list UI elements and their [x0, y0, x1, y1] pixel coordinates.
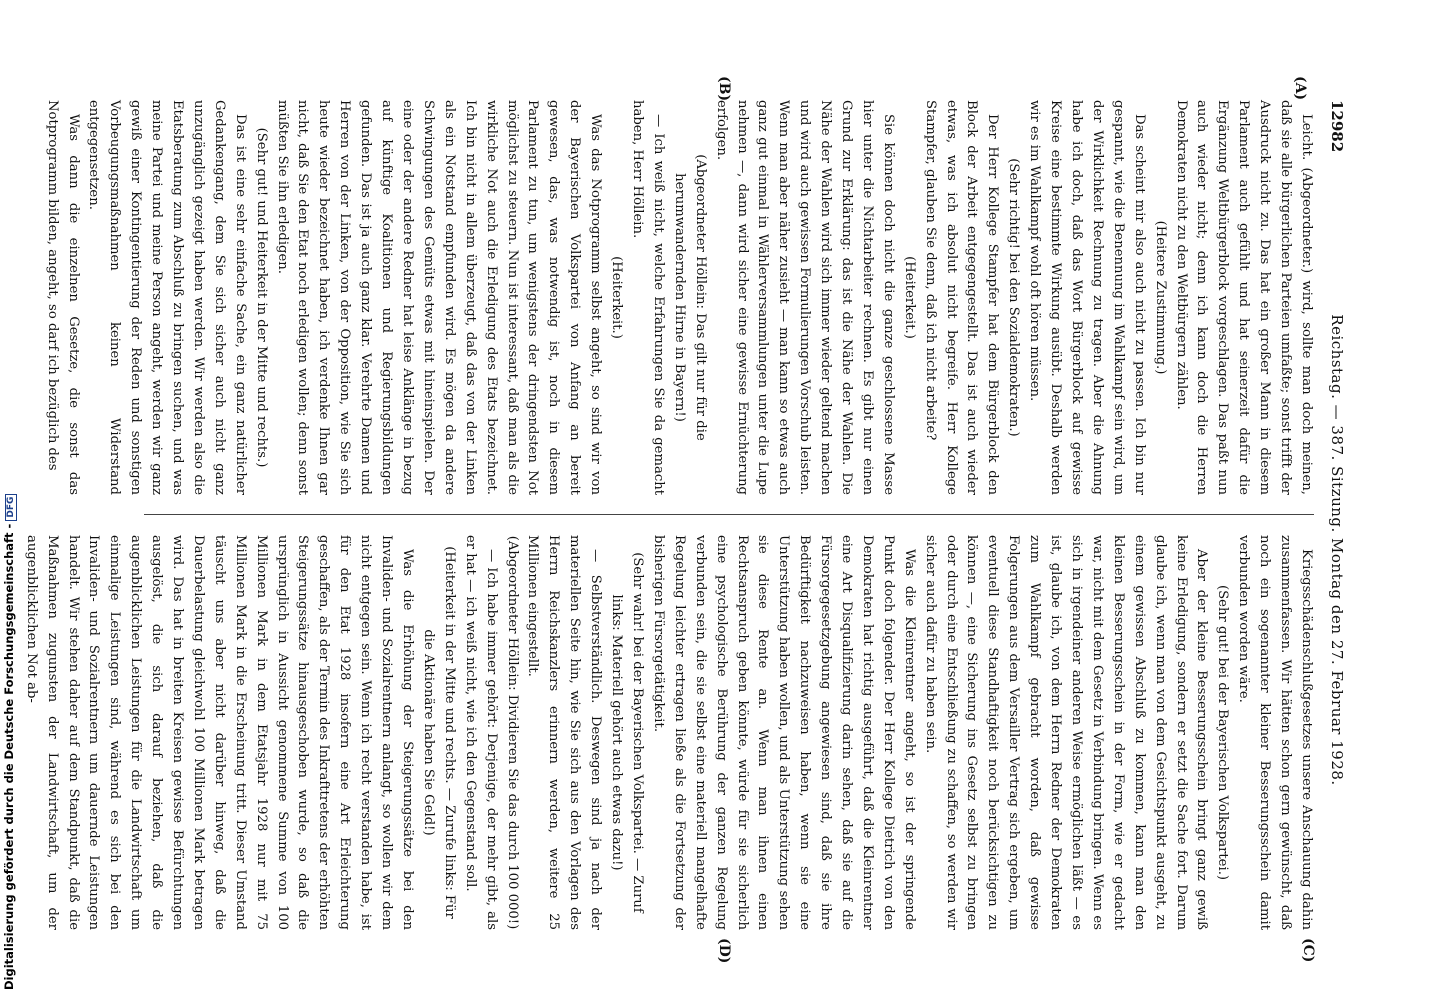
- interjection: (Sehr wahr! bei der Bayerischen Volkspartei. — Zuruf links: Materiell gehört auch etwas dazu!): [609, 552, 645, 913]
- interjection: (Heiterkeit in der Mitte und rechts. — Zurufe links: Für die Aktionäre haben Sie Geld!): [420, 546, 457, 919]
- paragraph: Was das Notprogramm selbst angeht, so sind wir von der Bayerischen Volkspartei von Anfang an bereit gewesen, das, was notwendig ist, noch in diesem Parlament zu tun, um wenigstens der dringendsten Not möglichst zu steuern. Nun ist interessant, daß man als die wirkliche Not auch die Erledigung des Etats bezeichnet. Ich bin nicht in allem überzeugt, daß das von der Linken als ein Notstand empfunden wird. Es mögen da andere Schwingungen des Gemüts etwas mit hineinspielen. Der eine oder der andere Redner hat leise Anklänge in bezug auf künftige Koalitionen und Regierungsbildungen gefunden. Das ist ja auch ganz klar. Verehrte Damen und Herren von der Linken, von der Opposition, wie Sie sich heute wieder bezeichnet haben, ich verdenke Ihnen gar nicht, daß Sie den Etat noch erledigen wollen; denn sonst müßten Sie ihn erledigen.: [274, 100, 604, 495]
- page-header: [1322, 100, 1346, 930]
- interjection: (Abgeordneter Höllein: Das gilt nur für die herumwandernden Hirne in Bayern!): [671, 154, 708, 441]
- margin-marker-a: (A): [1292, 76, 1308, 101]
- paragraph: Was die Erhöhung der Steigerungssätze bei den Invaliden- und Sozialrentnern anlangt, so wollen wir dem nicht entgegen sein. Wenn ich recht verstanden habe, ist für den Etat 1928 insofern eine Art Erleichterung geschaffen, als der Termin des Inkrafttretens der erhöhten Steigerungssätze hinausgeschoben wurde, so daß die ursprünglich in Aussicht genommene Summe von 100 Millionen Mark in dem Etatsjahr 1928 nur mit 75 Millionen Mark in die Erscheinung tritt. Dieser Umstand täuscht uns aber nicht darüber hinweg, daß die Dauerbelastung gleichwohl 100 Millionen Mark betragen wird. Das hat in breiten Kreisen gewisse Befürchtungen ausgelöst, die sich darauf beziehen, daß die augenblicklichen Leistungen für die Landwirtschaft um einmalige Leistungen sind, während es sich bei den Invaliden- und Sozialrentnern um dauernde Leistungen handelt. Wir stehen daher auf dem Standpunkt, daß die Maßnahmen zugunsten der Landwirtschaft, um der augenblicklichen Not ab-: [23, 535, 416, 930]
- margin-marker-c: (C): [1300, 938, 1316, 963]
- margin-marker-d: (D): [716, 938, 732, 964]
- page-title: Reichstag. — 387. Sitzung. Montag den 27. Februar 1928.: [1328, 314, 1346, 786]
- paragraph: Was die Kleinrentner angeht, so ist der springende Punkt doch folgender. Der Herr Kollege Dietrich von den Demokraten hat richtig ausgeführt, daß die Kleinrentner eine Art Disqualifizierung darin sehen, daß sie auf die Fürsorgegesetzgebung angewiesen sind, daß sie ihre Bedürftigkeit nachzuweisen haben, wenn sie eine Unterstützung haben wollen, und als Unterstützung sehen sie diese Rente an. Wenn man ihnen einen Rechtsanspruch geben könnte, würde für sie sicherlich eine psychologische Berührung der ganzen Regelung verbunden sein, die sie selbst eine materiell mangelhafte Regelung leichter ertragen ließe als die Fortsetzung der bisherigen Fürsorgetätigkeit.: [650, 535, 917, 930]
- paragraph: — Ich habe immer gehört: Derjenige, der mehr gibt, als er hat — ich weiß nicht, wie ich den Gegenstand soll.: [462, 535, 499, 930]
- interjection: (Abgeordneter Höllein: Dividieren Sie das durch 100 000!): [504, 535, 520, 930]
- margin-marker-b: (B): [716, 76, 732, 102]
- paragraph: Der Herr Kollege Stampfer hat dem Bürgerblock den Block der Arbeit entgegengestellt. Das ist auch wieder etwas, was ich absolut nicht begreife. Herr Kollege Stampfer, glauben Sie denn, daß ich nicht arbeite?: [922, 100, 1001, 495]
- interjection: (Sehr richtig! bei den Sozialdemokraten.): [1006, 158, 1022, 437]
- document-page: [23, 0, 1434, 1000]
- column-divider: [144, 514, 1314, 515]
- paragraph: Das scheint mir also auch nicht zu passen. Ich bin nur gespannt, wie die Benennung im Wahlkampf sein wird, um der Wirklichkeit Rechnung zu tragen. Aber die Ahnung habe ich doch, daß das Wort Bürgerblock auf gewisse Kreise eine bestimmte Wirkung ausübt. Deshalb werden wir es im Wahlkampf wohl oft hören müssen.: [1027, 100, 1147, 495]
- interjection: (Heiterkeit.): [609, 256, 625, 339]
- page-number: 12982: [1328, 100, 1346, 153]
- interjection: (Sehr gut! und Heiterkeit in der Mitte und rechts.): [253, 127, 269, 468]
- paragraph: — Selbstverständlich. Deswegen sind ja nach der materiellen Seite hin, wie Sie sich aus den Vorlagen des Herrn Reichskanzlers erinnern werden, weitere 25 Millionen eingestellt.: [525, 535, 604, 930]
- paragraph: Was dann die einzelnen Gesetze, die sonst das Notprogramm bilden, angeht, so darf ich bezüglich des: [44, 100, 81, 495]
- paragraph: Leicht. (Abgeordneter.) wird, sollte man doch meinen, daß sie alle bürgerlichen Parteien umfaßte; sonst trifft der Ausdruck nicht zu. Das hat ein großer Mann in diesem Parlament auch gefühlt und hat seinerzeit dafür die Ergänzung Weltbürgerblock vorgeschlagen. Das paßt nun auch wieder nicht; denn ich kann doch die Herren Demokraten nicht zu den Weltbürgern zählen.: [1173, 100, 1314, 495]
- paragraph: Kriegsschädenschlußgesetzes unsere Anschauung dahin zusammenfassen. Wir hätten schon gern gewünscht, daß noch ein sogenannter kleiner Besserungsschein damit verbunden worden wäre.: [1236, 535, 1314, 930]
- paragraph: Aber der kleine Besserungsschein bringt ganz gewiß keine Erledigung, sondern er setzt die Sache fort. Darum glaube ich, wenn man von dem Gesichtspunkt ausgeht, zu einem gewissen Abschluß zu kommen, kann man den kleinen Besserungsschein in der Form, wie er gedacht war, nicht mit dem Gesetz in Verbindung bringen. Wenn es sich in irgendeiner anderen Weise ermöglichen läßt — es ist, glaube ich, von dem Herrn Redner der Demokraten zum Wahlkampf gebracht worden, daß gewisse Folgerungen aus dem Versailler Vertrag sich ergeben, um eventuell diese Standhaftigkeit noch berücksichtigen zu können —, eine Sicherung ins Gesetz selbst zu bringen oder durch eine Entschließung zu schaffen, so werden wir sicher auch dafür zu haben sein.: [922, 535, 1210, 930]
- interjection: (Heiterkeit.): [901, 256, 917, 339]
- left-column: [44, 100, 1316, 495]
- digitization-credit: [2, 494, 17, 990]
- interjection: (Heitere Zustimmung.): [1152, 220, 1168, 375]
- credit-text: Digitalisierung gefördert durch die Deutsche Forschungsgemeinschaft -: [2, 523, 16, 990]
- paragraph: Sie können doch nicht die ganze geschlossene Masse hier unter die Nichtarbeiter rechnen. Es gibt nur einen Grund zur Erklärung: das ist die Nähe der Wahlen. Die Nähe der Wahlen wird sich immer wieder geltend machen und wird auch gewissen Formulierungen Vorschub leisten. Wenn man aber näher zusieht — man kann so etwas auch ganz gut einmal in Wählerversammlungen unter die Lupe nehmen —, dann wird sicher eine gewisse Ernüchterung erfolgen.: [713, 100, 896, 495]
- interjection: (Sehr gut! bei der Bayerischen Volkspartei.): [1215, 584, 1231, 881]
- paragraph: — Ich weiß nicht, welche Erfahrungen Sie da gemacht haben, Herr Höllein.: [630, 100, 666, 495]
- paragraph: Das ist eine sehr einfache Sache, ein ganz natürlicher Gedankengang, dem Sie sich sicher auch nicht ganz unzugänglich gezeigt haben werden. Wir werden also die Etatsberatung zum Abschluß zu bringen suchen, und was meine Partei und meine Person angeht, werden wir ganz gewiß einer Kontingentierung der Reden und sonstigen Vorbeugungsmaßnahmen keinen Widerstand entgegensetzen.: [86, 100, 248, 495]
- right-column: [23, 535, 1316, 930]
- dfg-logo: DFG: [5, 494, 17, 521]
